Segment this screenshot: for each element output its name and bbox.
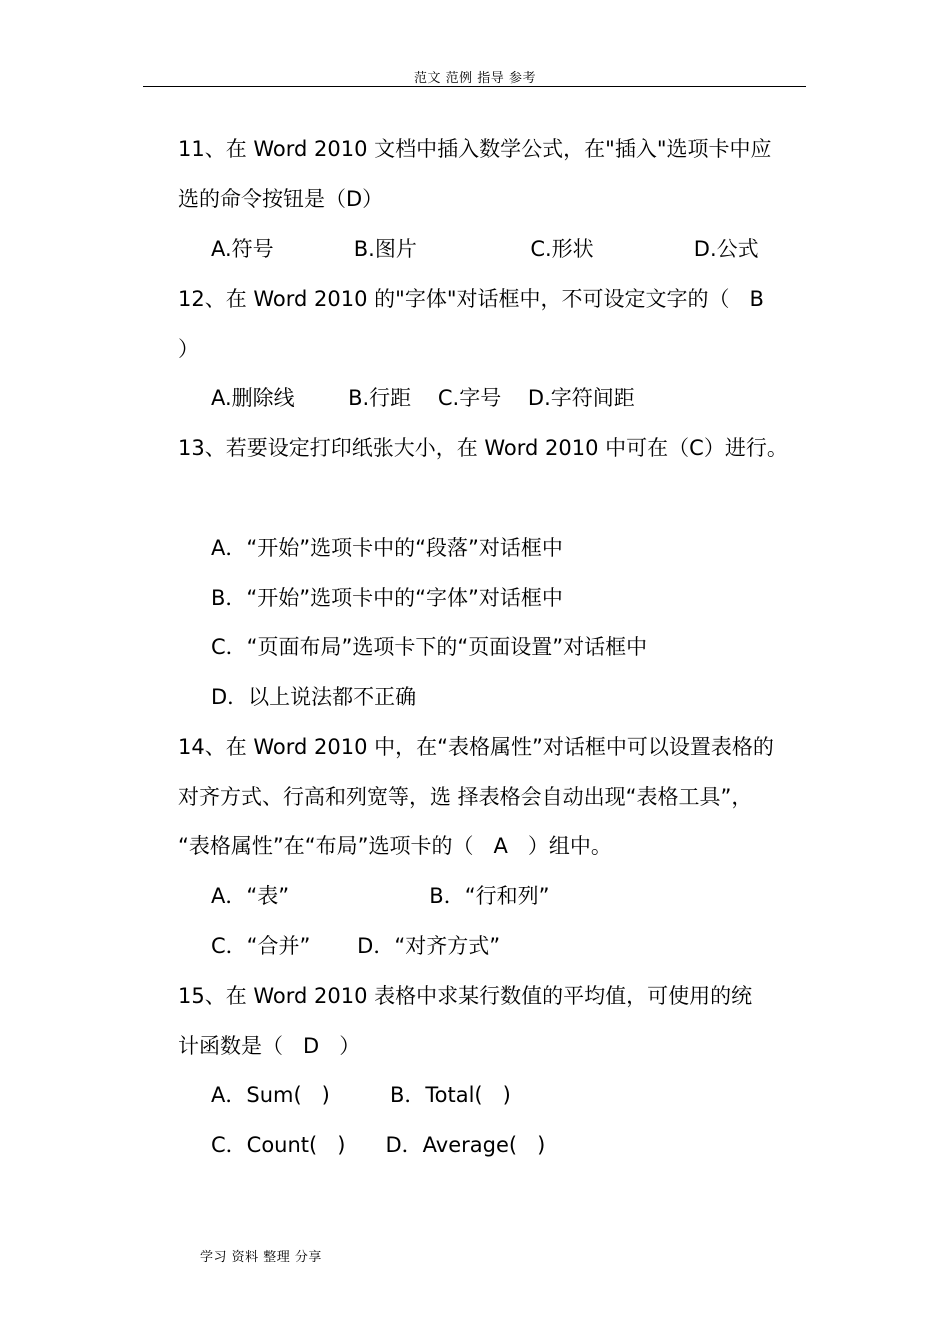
question-11-line-1: 11、在 Word 2010 文档中插入数学公式，在"插入"选项卡中应 — [178, 137, 772, 161]
question-11-options: A.符号 B.图片 C.形状 D.公式 — [211, 237, 759, 261]
question-14-line-1: 14、在 Word 2010 中，在“表格属性”对话框中可以设置表格的 — [178, 735, 774, 759]
question-14-line-3: “表格属性”在“布局”选项卡的（ A ）组中。 — [178, 834, 612, 858]
question-13-line-1: 13、若要设定打印纸张大小，在 Word 2010 中可在（C）进行。 — [178, 436, 788, 460]
header-divider — [143, 86, 806, 87]
question-11-line-2: 选的命令按钮是（D） — [178, 187, 384, 211]
page-footer: 学习 资料 整理 分享 — [200, 1250, 322, 1265]
question-14-line-2: 对齐方式、行高和列宽等，选 择表格会自动出现“表格工具”， — [178, 785, 753, 809]
question-14-options-ab: A．“表” B．“行和列” — [211, 884, 550, 908]
question-12-options: A.删除线 B.行距 C.字号 D.字符间距 — [211, 386, 635, 410]
question-15-line-2: 计函数是（ D ） — [178, 1034, 361, 1058]
question-12-line-1: 12、在 Word 2010 的"字体"对话框中，不可设定文字的（ B — [178, 287, 764, 311]
question-15-options-ab: A．Sum( ) B．Total( ) — [211, 1083, 511, 1107]
question-12-line-2: ） — [178, 337, 199, 361]
question-14-options-cd: C．“合并” D．“对齐方式” — [211, 934, 501, 958]
page-header: 范文 范例 指导 参考 — [414, 71, 536, 86]
question-13-option-c: C．“页面布局”选项卡下的“页面设置”对话框中 — [211, 635, 648, 659]
question-13-option-b: B．“开始”选项卡中的“字体”对话框中 — [211, 586, 563, 610]
question-13-option-d: D．以上说法都不正确 — [211, 685, 417, 709]
question-13-option-a: A．“开始”选项卡中的“段落”对话框中 — [211, 536, 563, 560]
question-15-options-cd: C．Count( ) D．Average( ) — [211, 1133, 546, 1157]
question-15-line-1: 15、在 Word 2010 表格中求某行数值的平均值，可使用的统 — [178, 984, 753, 1008]
